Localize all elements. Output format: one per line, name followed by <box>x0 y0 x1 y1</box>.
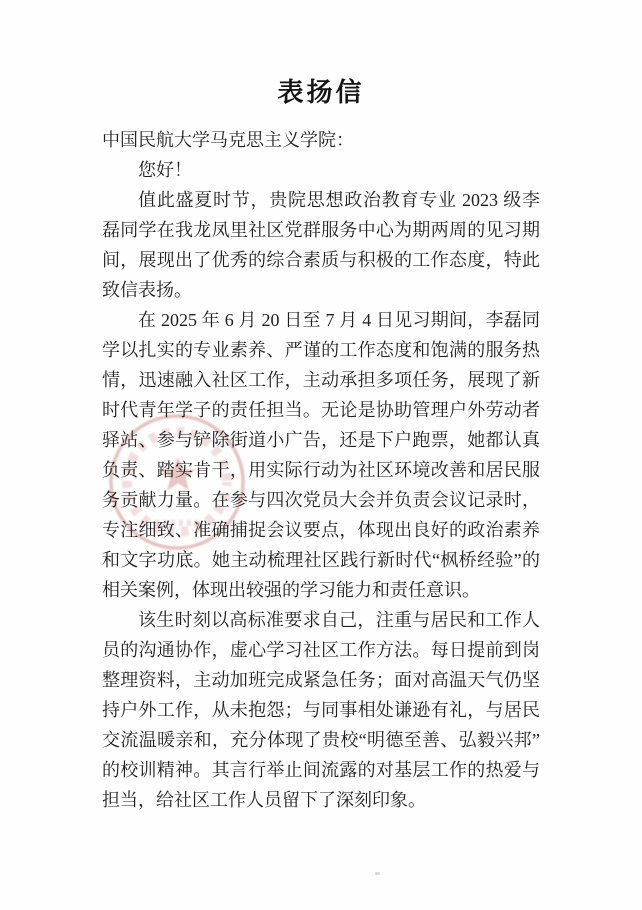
paragraph-work-performance: 在 2025 年 6 月 20 日至 7 月 4 日见习期间，李磊同学以扎实的专业素养、严谨的工作态度和饱满的服务热情，迅速融入社区工作，主动承担多项任务，展现了新时代青年学子的责任担当。无论是协助管理户外劳动者驿站、参与铲除街道小广告，还是下户跑票，她都认真负责、踏实肯干，用实际行动为社区环境改善和居民服务贡献力量。在参与四次党员大会并负责会议记录时，专注细致、准确捕捉会议要点，体现出良好的政治素养和文字功底。她主动梳理社区践行新时代“枫桥经验”的相关案例，体现出较强的学习能力和责任意识。 <box>102 310 540 600</box>
letter-body <box>102 125 540 815</box>
paragraph-intro: 值此盛夏时节，贵院思想政治教育专业 2023 级李磊同学在我龙凤里社区党群服务中心为期两周的见习期间，展现出了优秀的综合素质与积极的工作态度，特此致信表扬。 <box>102 190 540 300</box>
scan-artifact-speck <box>375 872 380 875</box>
salutation-line: 中国民航大学马克思主义学院： <box>102 130 354 150</box>
paragraph-attitude: 该生时刻以高标准要求自己，注重与居民和工作人员的沟通协作，虚心学习社区工作方法。每日提前到岗整理资料，主动加班完成紧急任务；面对高温天气仍坚持户外工作，从未抱怨；与同事相处谦逊有礼，与居民交流温暖亲和，充分体现了贵校“明德至善、弘毅兴邦”的校训精神。其言行举止间流露的对基层工作的热爱与担当，给社区工作人员留下了深刻印象。 <box>102 610 540 810</box>
letter-title: 表扬信 <box>277 78 365 108</box>
greeting-line: 您好！ <box>138 160 192 180</box>
